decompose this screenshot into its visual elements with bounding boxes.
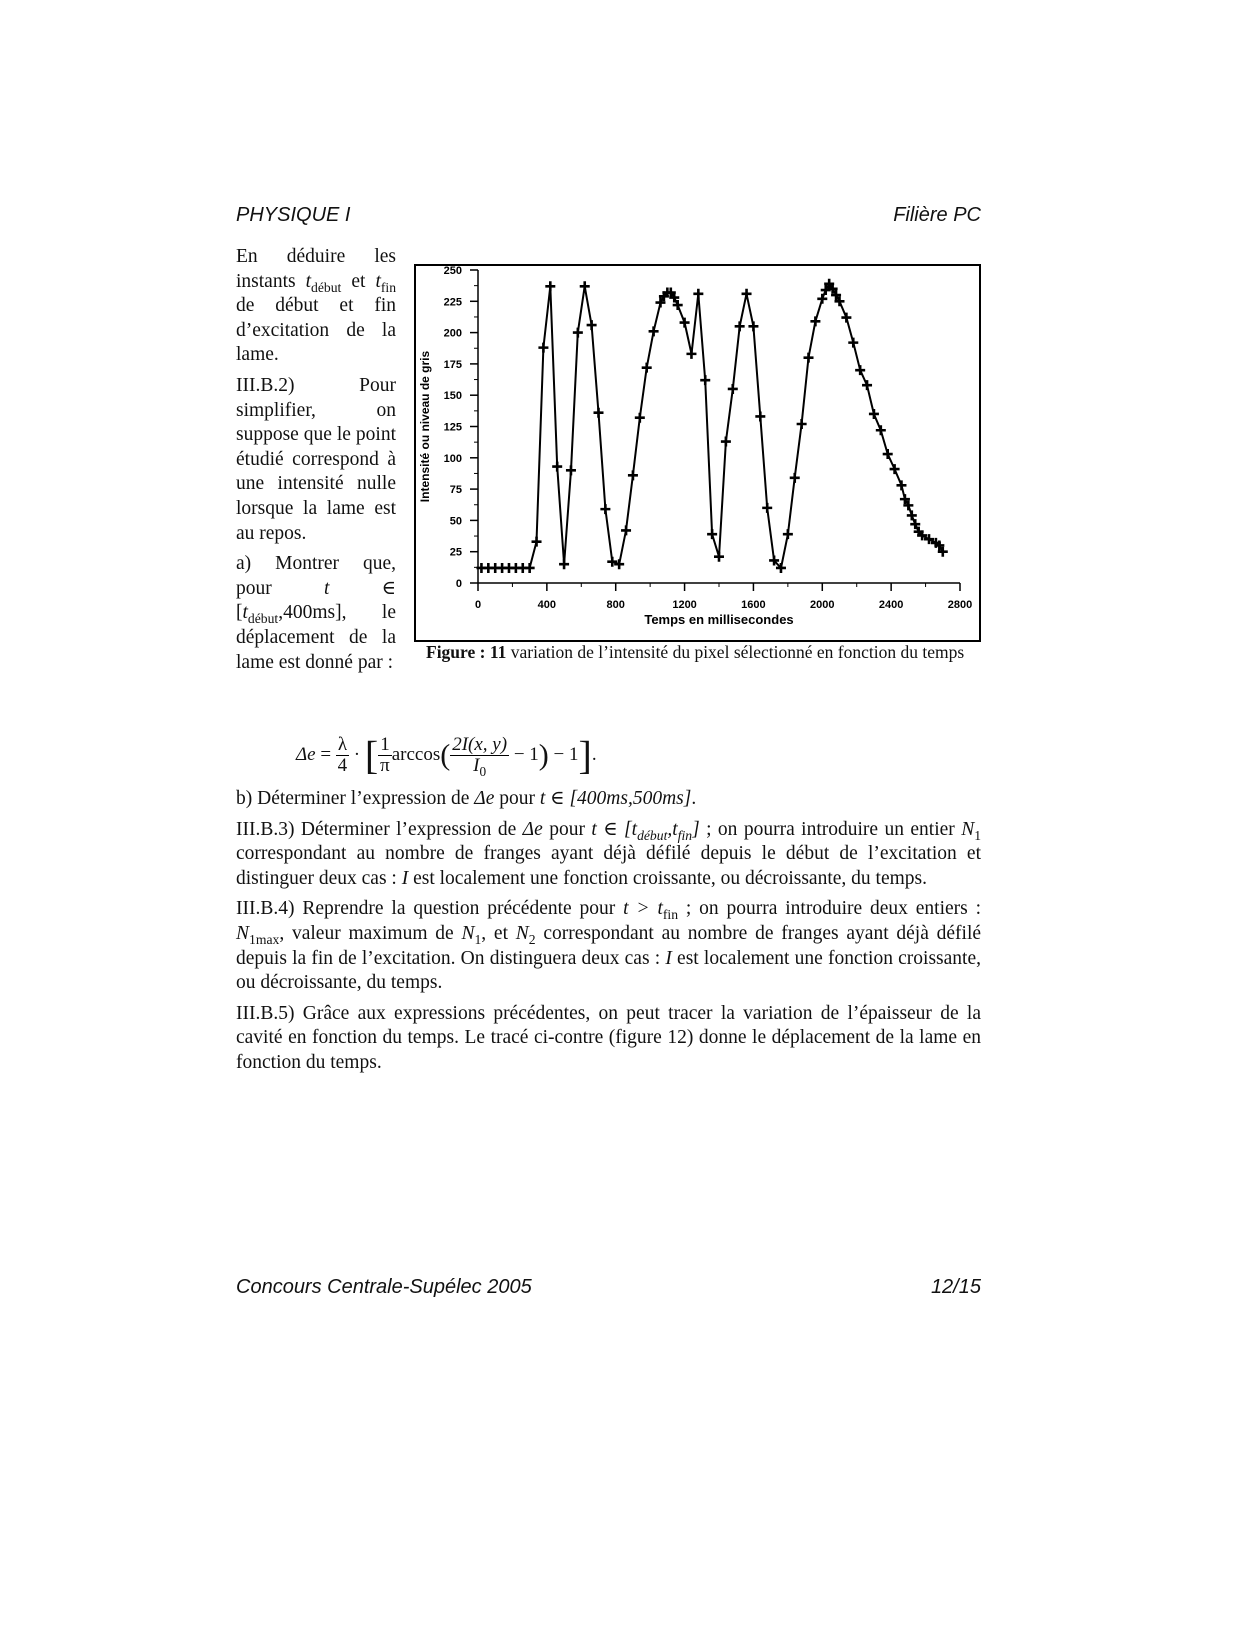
data-point <box>700 375 710 385</box>
x-tick-label: 2800 <box>947 599 973 611</box>
eq-lhs: Δe <box>296 743 316 765</box>
eq-minus: − 1 <box>553 743 579 765</box>
data-point <box>790 473 800 483</box>
y-tick-label: 225 <box>443 296 462 309</box>
text-segment: de début et fin d’excitation de la lame. <box>236 295 396 366</box>
data-point <box>783 529 793 539</box>
eq-frac-pi <box>378 735 392 776</box>
math-i: I <box>665 947 672 969</box>
data-point <box>841 313 851 323</box>
data-point <box>890 464 900 474</box>
x-tick-label: 2400 <box>878 599 904 611</box>
text-segment: ; on pourra introduire deux entiers : <box>685 898 981 920</box>
math-t: t <box>323 577 330 599</box>
data-point <box>566 465 576 475</box>
data-point <box>810 316 820 326</box>
eq-minus: − 1 <box>513 743 539 765</box>
eq-den-i: I <box>473 755 480 776</box>
data-point <box>869 409 879 419</box>
data-point <box>580 281 590 291</box>
eq-equals: = <box>320 743 332 765</box>
math-i: I <box>401 867 409 889</box>
data-point <box>755 411 765 421</box>
data-point <box>532 537 542 547</box>
data-point <box>862 380 872 390</box>
eq-period: . <box>591 743 597 765</box>
y-tick-label: 25 <box>449 546 462 559</box>
x-axis-label: Temps en millisecondes <box>644 612 794 627</box>
y-axis-label: Intensité ou niveau de gris <box>418 350 432 503</box>
caption-text: variation de l’intensité du pixel sélectionné en fonction du temps <box>510 642 965 662</box>
x-tick-label: 400 <box>537 599 557 611</box>
math-sub: fin <box>380 279 397 295</box>
paragraph-b5: III.B.5) Grâce aux expressions précédentes, on peut tracer la variation de l’épaisseur de la cavité en fonction du temps. Le tracé ci-contre (figure 12) donne le déplacement de la lame en fonction du temps. <box>236 1002 981 1073</box>
data-point <box>693 289 703 299</box>
y-tick-label: 0 <box>455 578 462 590</box>
data-point <box>728 384 738 394</box>
eq-den: 4 <box>337 755 348 776</box>
data-point <box>742 289 752 299</box>
data-point <box>896 480 906 490</box>
eq-bracket-close: ] <box>578 732 592 778</box>
y-tick-label: 250 <box>443 265 462 277</box>
eq-arccos: arccos <box>391 743 441 765</box>
eq-paren-close: ) <box>538 738 549 772</box>
text-segment: III.B.4) Reprendre la question précédente pour <box>236 898 616 920</box>
data-point <box>735 321 745 331</box>
x-tick-label: 2000 <box>810 599 835 611</box>
data-point <box>545 281 555 291</box>
eq-den-sub: 0 <box>479 763 487 779</box>
data-point <box>573 328 583 338</box>
math-t: t <box>305 270 312 292</box>
y-tick-label: 175 <box>443 358 462 371</box>
text-segment: , valeur maximum de <box>279 922 454 944</box>
data-point <box>714 552 724 562</box>
data-point <box>848 338 858 348</box>
text-segment: a) Montrer que, pour <box>236 553 396 599</box>
eq-bracket-open: [ <box>364 732 379 778</box>
data-point <box>876 425 886 435</box>
body-text <box>236 787 981 1082</box>
data-point <box>628 470 638 480</box>
math-n: N <box>961 818 975 840</box>
math-t: t <box>375 270 381 292</box>
text-segment: . <box>691 788 697 809</box>
header-right: Filière PC <box>893 204 981 226</box>
math-seg: ∈ [ <box>236 577 397 624</box>
data-point <box>649 326 659 336</box>
data-point <box>642 363 652 373</box>
y-tick-label: 100 <box>443 452 462 465</box>
header-left: PHYSIQUE I <box>236 204 351 226</box>
caption-label: Figure : 11 <box>426 642 507 662</box>
paragraph-deduce <box>236 245 396 368</box>
eq-frac-lambda <box>336 735 349 776</box>
x-tick-label: 1200 <box>672 599 697 611</box>
eq-frac-intensity <box>450 734 509 779</box>
paragraph-b3 <box>236 818 981 892</box>
data-point <box>707 529 717 539</box>
footer-left: Concours Centrale-Supélec 2005 <box>236 1276 532 1298</box>
math-de: Δe <box>522 818 543 840</box>
left-column-text <box>236 245 396 681</box>
data-line <box>481 284 942 568</box>
data-point <box>587 320 597 330</box>
math-sub: fin <box>662 907 679 923</box>
math-interval: t ∈ [400ms,500ms] <box>539 788 692 809</box>
math-n: N <box>461 922 475 944</box>
math-sub: début <box>247 611 279 627</box>
text-segment: et <box>351 270 366 292</box>
math-sub: début <box>311 279 342 295</box>
data-point <box>680 318 690 328</box>
data-point <box>621 525 631 535</box>
data-point <box>883 449 893 459</box>
x-tick-label: 1600 <box>741 599 766 611</box>
eq-den: π <box>380 755 390 776</box>
y-tick-label: 125 <box>443 421 462 434</box>
x-tick-label: 800 <box>606 599 625 611</box>
data-point <box>855 365 865 375</box>
eq-num: λ <box>337 734 348 755</box>
math-sub: fin <box>677 827 693 843</box>
eq-num: 1 <box>380 734 390 755</box>
data-point <box>907 510 917 520</box>
data-point <box>552 462 562 472</box>
footer-right: 12/15 <box>930 1276 981 1298</box>
text-segment: , le déplacement de la lame est donné par : <box>236 602 396 673</box>
data-point <box>635 413 645 423</box>
figure-caption <box>426 643 966 662</box>
math-t: t > t <box>623 898 663 920</box>
math-de: Δe <box>474 788 495 809</box>
equation-delta-e <box>296 732 597 779</box>
y-tick-label: 75 <box>449 484 462 497</box>
math-t: t <box>242 602 248 624</box>
eq-den <box>450 755 509 779</box>
data-point <box>817 294 827 304</box>
math-sub: 2 <box>528 931 536 947</box>
math-sub: 1 <box>474 931 482 947</box>
math-sub: début <box>637 827 668 843</box>
text-segment: ; on pourra introduire un entier <box>706 818 955 840</box>
data-point <box>762 503 772 513</box>
paragraph-b <box>236 787 981 812</box>
x-tick-label: 0 <box>474 599 482 611</box>
text-segment: pour <box>549 818 585 840</box>
math-n: N <box>515 922 529 944</box>
data-point <box>600 504 610 514</box>
data-point <box>559 559 569 569</box>
paragraph-a <box>236 552 396 675</box>
data-point <box>594 408 604 418</box>
eq-paren-open: ( <box>440 738 451 772</box>
y-tick-label: 50 <box>449 515 462 528</box>
math-seg: t ∈ [t <box>591 818 638 840</box>
text-segment: En déduire les instants <box>236 246 396 292</box>
text-segment: pour <box>499 788 535 809</box>
math-seg: ,400ms] <box>278 602 342 624</box>
math-seg: ] <box>692 818 700 840</box>
text-segment: est localement une fonction croissante, ou décroissante, du temps. <box>413 867 927 889</box>
intensity-chart <box>414 264 981 642</box>
paragraph-b2: III.B.2) Pour simplifier, on suppose que le point étudié correspond à une intensité nulle lorsque la lame est au repos. <box>236 374 396 544</box>
text-segment: est localement une fonction croissante, ou décroissante, du temps. <box>236 947 981 994</box>
text-segment: , et <box>481 922 509 944</box>
y-tick-label: 200 <box>443 327 462 340</box>
data-point <box>686 349 696 359</box>
text-segment: correspondant au nombre de franges ayant déjà défilé depuis le début de l’excitation et distinguer deux cas : <box>236 843 981 889</box>
text-segment: III.B.3) Déterminer l’expression de <box>236 818 517 840</box>
math-seg: ,t <box>667 818 678 840</box>
math-sub: 1max <box>249 931 280 947</box>
data-point <box>804 353 814 363</box>
data-point <box>538 343 548 353</box>
data-point <box>797 419 807 429</box>
data-point <box>525 563 535 573</box>
eq-num: 2I(x, y) <box>452 734 508 755</box>
text-segment: b) Déterminer l’expression de <box>236 788 470 809</box>
paragraph-b4 <box>236 897 981 995</box>
math-interval <box>591 818 700 843</box>
eq-dot: · <box>353 743 361 765</box>
text-segment: correspondant au nombre de franges ayant déjà défilé depuis la fin de l’excitation. On distinguera deux cas : <box>236 922 982 969</box>
y-tick-label: 150 <box>443 390 462 403</box>
math-sub: 1 <box>974 827 982 843</box>
data-point <box>748 321 758 331</box>
data-point <box>721 437 731 447</box>
math-n: N <box>236 922 250 944</box>
